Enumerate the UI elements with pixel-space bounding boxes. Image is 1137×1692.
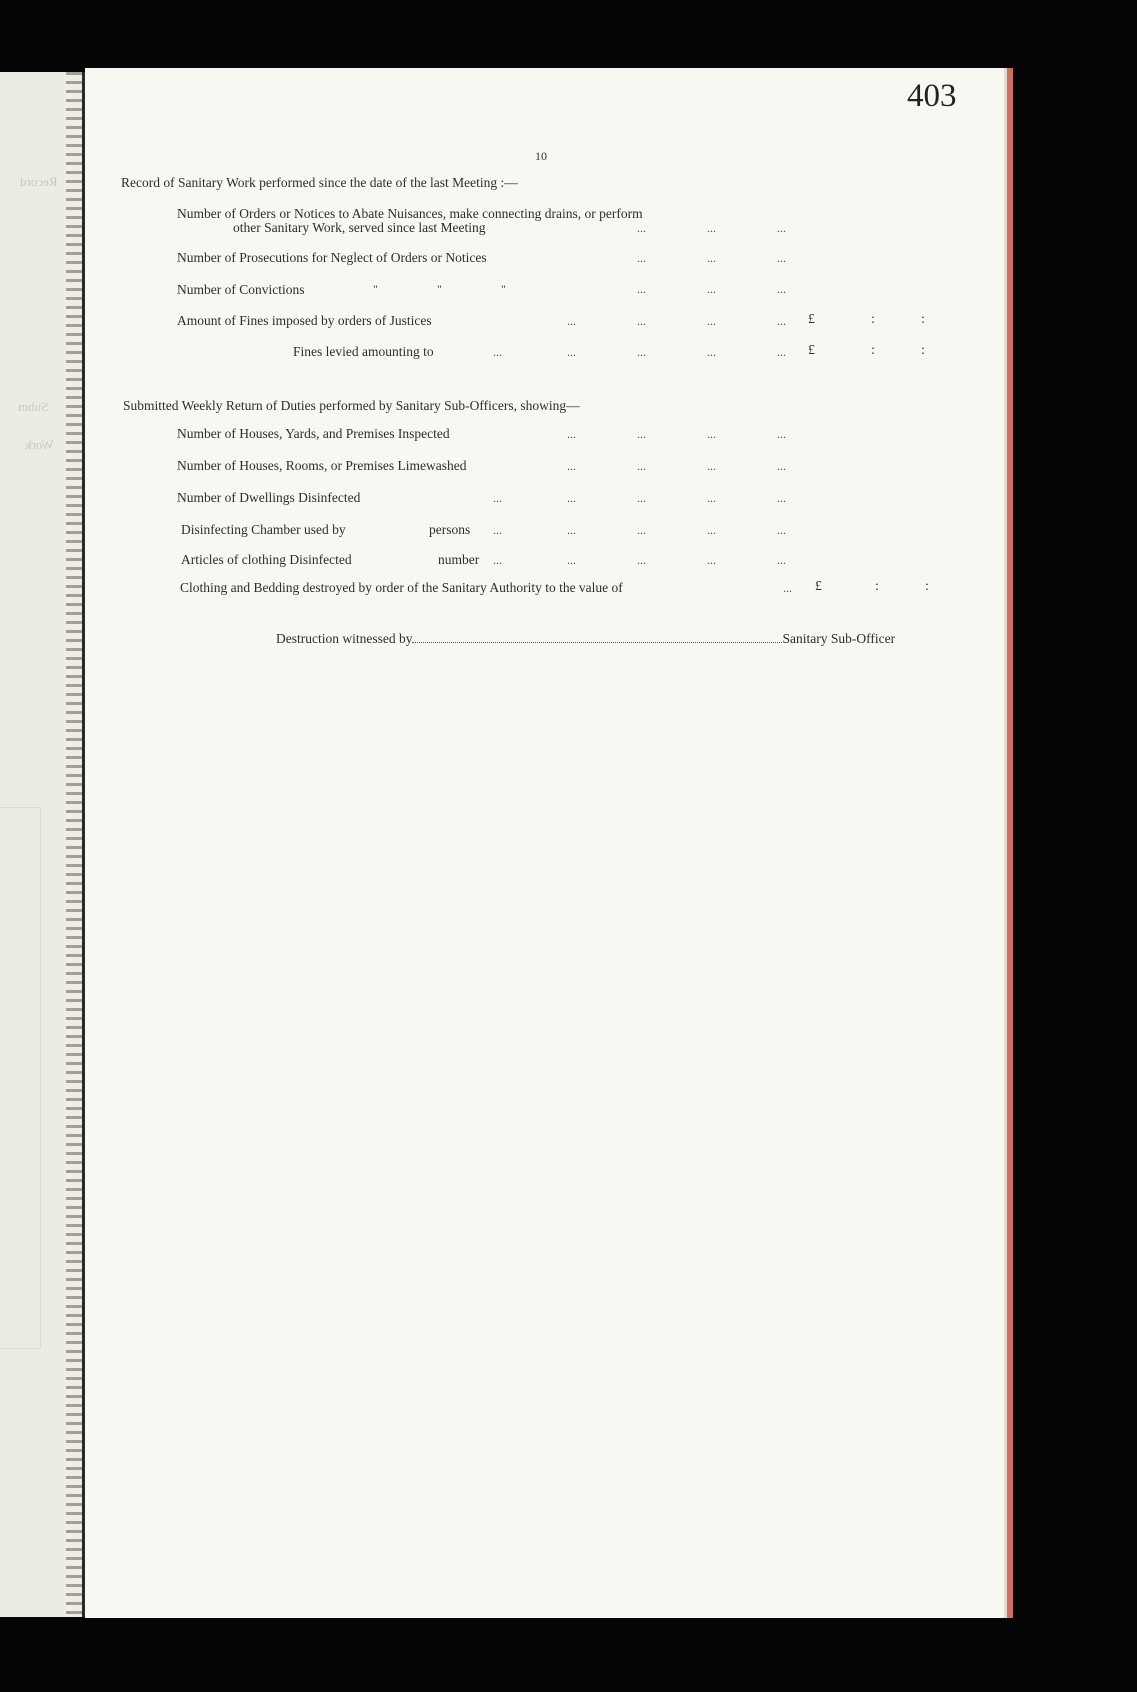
dots: ...: [707, 491, 716, 505]
dots: ...: [637, 553, 646, 567]
dots: ...: [783, 581, 792, 595]
dots: ...: [777, 221, 786, 235]
dots: ...: [637, 523, 646, 537]
dots: ...: [707, 251, 716, 265]
dots: ...: [777, 427, 786, 441]
sheet-number: 10: [535, 149, 547, 163]
colon-separator: :: [921, 312, 925, 327]
dots: ...: [707, 459, 716, 473]
dots: ...: [567, 459, 576, 473]
dots: ...: [707, 314, 716, 328]
dwellings-line: Number of Dwellings Disinfected: [177, 490, 361, 505]
signature-fill-line: [412, 631, 782, 643]
pound-sign: £: [808, 343, 815, 358]
left-page-tab: [0, 807, 41, 1349]
weekly-title: Submitted Weekly Return of Duties performed by Sanitary Sub-Officers, showing—: [123, 398, 580, 413]
dots: ...: [567, 314, 576, 328]
dots: ...: [567, 523, 576, 537]
dots: ...: [777, 251, 786, 265]
witnessed-label: Destruction witnessed by: [276, 631, 413, 646]
record-title: Record of Sanitary Work performed since the date of the last Meeting :—: [121, 175, 518, 190]
dots: ...: [567, 553, 576, 567]
ghost-text: Subm: [18, 399, 49, 414]
dots: ...: [637, 251, 646, 265]
dots: ...: [777, 523, 786, 537]
dots: ...: [567, 427, 576, 441]
ditto-mark: ": [501, 282, 506, 296]
dots: ...: [493, 553, 502, 567]
dots: ...: [493, 523, 502, 537]
ditto-mark: ": [437, 282, 442, 296]
houses-inspected-line: Number of Houses, Yards, and Premises Inspected: [177, 426, 450, 441]
dots: ...: [777, 345, 786, 359]
colon-separator: :: [925, 579, 929, 594]
orders-line-1: Number of Orders or Notices to Abate Nuisances, make connecting drains, or perform: [177, 206, 643, 221]
dots: ...: [777, 314, 786, 328]
dots: ...: [707, 345, 716, 359]
dots: ...: [707, 427, 716, 441]
pound-sign: £: [815, 579, 822, 594]
dots: ...: [493, 345, 502, 359]
colon-separator: :: [875, 579, 879, 594]
dots: ...: [637, 314, 646, 328]
dots: ...: [567, 345, 576, 359]
dots: ...: [493, 491, 502, 505]
colon-separator: :: [921, 343, 925, 358]
dots: ...: [637, 221, 646, 235]
colon-separator: :: [871, 343, 875, 358]
dots: ...: [777, 491, 786, 505]
dots: ...: [637, 345, 646, 359]
fines-levied-line: Fines levied amounting to: [293, 344, 434, 359]
destroyed-line: Clothing and Bedding destroyed by order of the Sanitary Authority to the value of: [180, 580, 623, 595]
document-page: [85, 68, 1013, 1618]
witnessed-line: [276, 631, 895, 647]
dots: ...: [707, 523, 716, 537]
fines-imposed-line: Amount of Fines imposed by orders of Justices: [177, 313, 432, 328]
colon-separator: :: [871, 312, 875, 327]
convictions-line: Number of Convictions: [177, 282, 305, 297]
pound-sign: £: [808, 312, 815, 327]
book-spine: [66, 72, 82, 1617]
dots: ...: [637, 427, 646, 441]
dots: ...: [637, 282, 646, 296]
dots: ...: [567, 491, 576, 505]
dots: ...: [707, 282, 716, 296]
ditto-mark: ": [373, 282, 378, 296]
houses-limewashed-line: Number of Houses, Rooms, or Premises Limewashed: [177, 458, 467, 473]
dots: ...: [777, 282, 786, 296]
clothing-line: Articles of clothing Disinfected: [181, 552, 352, 567]
dots: ...: [707, 553, 716, 567]
ghost-text: Work: [25, 437, 54, 452]
dots: ...: [707, 221, 716, 235]
ghost-text: Record: [20, 174, 58, 189]
dots: ...: [777, 553, 786, 567]
page-number: 403: [907, 78, 957, 114]
number-label: number: [438, 552, 480, 567]
dots: ...: [777, 459, 786, 473]
persons-label: persons: [429, 522, 471, 537]
dots: ...: [637, 459, 646, 473]
sub-officer-label: Sanitary Sub-Officer: [782, 631, 896, 646]
dots: ...: [637, 491, 646, 505]
chamber-line: Disinfecting Chamber used by: [181, 522, 346, 537]
orders-line-2: other Sanitary Work, served since last Meeting: [233, 220, 486, 235]
prosecutions-line: Number of Prosecutions for Neglect of Orders or Notices: [177, 250, 487, 265]
